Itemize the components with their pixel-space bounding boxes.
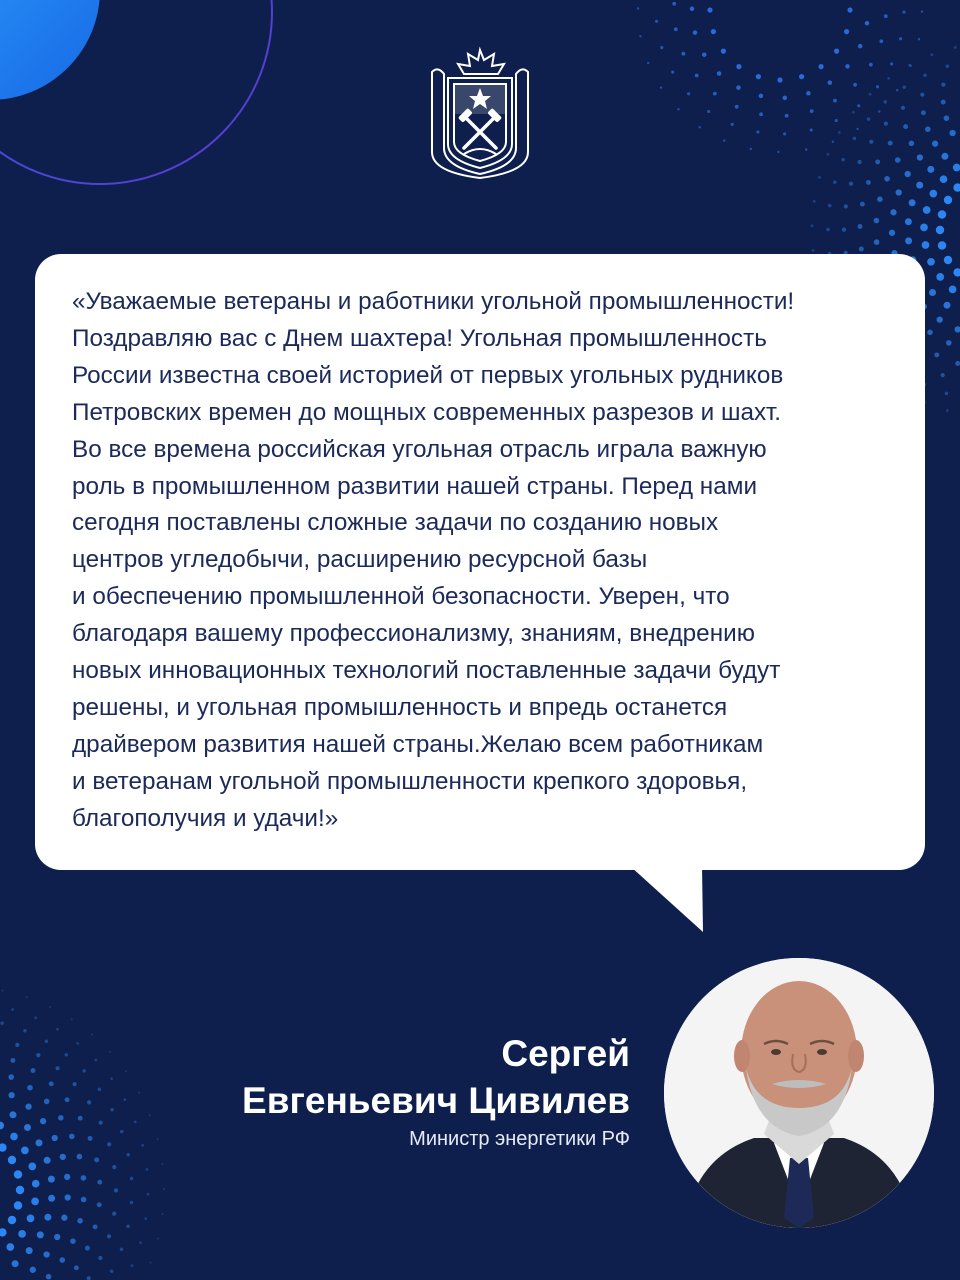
decorative-dot	[937, 316, 943, 322]
decorative-dot	[10, 1058, 15, 1063]
decorative-dot	[853, 137, 857, 141]
decorative-dot	[8, 1074, 14, 1080]
decorative-dot	[130, 1201, 134, 1205]
decorative-dot	[8, 1092, 14, 1098]
decorative-dot	[932, 141, 938, 147]
decorative-dot	[902, 11, 905, 14]
decorative-dot	[783, 96, 788, 101]
decorative-dot	[923, 206, 931, 214]
decorative-dot	[955, 361, 960, 366]
decorative-dot	[12, 1260, 19, 1267]
decorative-dot	[953, 183, 960, 191]
decorative-dot	[130, 1177, 134, 1181]
decorative-dot	[157, 1238, 159, 1240]
decorative-dot	[660, 86, 662, 88]
decorative-dot	[14, 1170, 22, 1178]
decorative-dot	[810, 109, 814, 113]
decorative-dot	[36, 1139, 43, 1146]
decorative-dot	[876, 85, 879, 88]
decorative-dot	[927, 166, 934, 173]
decorative-dot	[813, 200, 816, 203]
decorative-dot	[834, 49, 839, 54]
decorative-dot	[707, 110, 710, 113]
decorative-dot	[77, 1218, 83, 1224]
decorative-dot	[922, 241, 930, 249]
decorative-dot	[6, 1243, 14, 1251]
decorative-dot	[0, 1021, 4, 1024]
decorative-dot	[826, 228, 830, 232]
decorative-dot	[157, 1138, 159, 1140]
decorative-dot	[87, 1276, 91, 1280]
decorative-dot	[845, 64, 850, 69]
decorative-dot	[759, 94, 764, 99]
decorative-dot	[49, 1081, 54, 1086]
decorative-dot	[955, 326, 960, 332]
decorative-dot	[107, 1234, 111, 1238]
decorative-dot	[31, 1198, 39, 1206]
decorative-dot	[858, 44, 863, 49]
decorative-dot	[946, 409, 949, 412]
decorative-dot	[884, 122, 888, 126]
decorative-dot	[8, 1216, 16, 1224]
decorative-dot	[112, 1165, 116, 1169]
decorative-dot	[849, 182, 853, 186]
decorative-dot	[24, 1124, 31, 1131]
decorative-dot	[874, 218, 880, 224]
decorative-dot	[44, 1099, 50, 1105]
decorative-dot	[756, 74, 761, 79]
decorative-dot	[923, 73, 927, 77]
decorative-dot	[46, 1274, 52, 1280]
decorative-dot	[785, 114, 789, 118]
decorative-dot	[842, 228, 846, 232]
decorative-dot	[858, 224, 863, 229]
dot-pattern-top	[637, 2, 923, 153]
decorative-dot	[10, 1111, 17, 1118]
decorative-dot	[26, 996, 28, 998]
portrait-photo	[664, 958, 934, 1228]
decorative-dot	[925, 126, 931, 132]
decorative-dot	[161, 1163, 163, 1165]
decorative-dot	[949, 286, 957, 294]
decorative-dot	[48, 1195, 55, 1202]
decorative-dot	[682, 52, 686, 56]
decorative-dot	[828, 80, 833, 85]
decorative-dot	[954, 46, 957, 49]
decorative-dot	[859, 247, 864, 252]
decorative-dot	[93, 1224, 98, 1229]
decorative-dot	[833, 180, 837, 184]
speaker-name: Сергей Евгеньевич Цивилев	[242, 1033, 630, 1121]
decorative-dot	[946, 65, 950, 69]
decorative-dot	[687, 92, 690, 95]
decorative-dot	[805, 148, 807, 150]
decorative-dot	[835, 119, 838, 122]
decorative-dot	[107, 1142, 111, 1146]
decorative-dot	[32, 1180, 40, 1188]
decorative-dot	[944, 196, 952, 204]
decorative-dot	[941, 100, 946, 105]
decorative-dot	[8, 1156, 16, 1164]
decorative-dot	[931, 53, 934, 56]
decorative-dot	[929, 190, 937, 198]
decorative-dot	[921, 10, 923, 12]
decorative-dot	[91, 1033, 93, 1035]
decorative-dot	[672, 2, 676, 6]
decorative-dot	[56, 1028, 59, 1031]
decorative-dot	[14, 1201, 22, 1209]
kuzbass-coat-of-arms-icon	[424, 44, 536, 180]
dot-pattern-left	[0, 989, 165, 1280]
decorative-dot	[693, 30, 698, 35]
decorative-dot	[138, 1092, 140, 1094]
decorative-dot	[896, 189, 902, 195]
decorative-dot	[879, 39, 883, 43]
decorative-dot	[131, 1264, 134, 1267]
decorative-dot	[903, 124, 908, 129]
decorative-dot	[76, 1042, 79, 1045]
decorative-dot	[783, 132, 786, 135]
decorative-dot	[60, 1154, 66, 1160]
decorative-dot	[150, 1262, 152, 1264]
decorative-dot	[2, 989, 4, 991]
decorative-dot	[828, 204, 832, 208]
decorative-dot	[877, 196, 883, 202]
decorative-dot	[146, 1168, 149, 1171]
decorative-dot	[81, 1197, 87, 1203]
decorative-dot	[707, 7, 712, 12]
decorative-dot	[74, 1265, 79, 1270]
decorative-dot	[856, 128, 858, 130]
decorative-dot	[920, 224, 928, 232]
decorative-dot	[65, 1053, 69, 1057]
decorative-dot	[884, 100, 888, 104]
decorative-dot	[110, 1269, 114, 1273]
decorative-dot	[699, 126, 701, 128]
decorative-dot	[61, 1215, 67, 1221]
decorative-dot	[125, 1070, 127, 1072]
decorative-dot	[918, 38, 920, 40]
decorative-dot	[65, 1194, 71, 1200]
decorative-dot	[736, 85, 741, 90]
decorative-dot	[890, 62, 893, 65]
decorative-dot	[936, 273, 944, 281]
decorative-dot	[921, 110, 926, 115]
decorative-dot	[869, 93, 872, 96]
decorative-dot	[18, 1230, 26, 1238]
decorative-dot	[713, 92, 717, 96]
decorative-dot	[44, 1214, 51, 1221]
decorative-dot	[938, 210, 946, 218]
decorative-dot	[827, 153, 830, 156]
decorative-dot	[944, 302, 951, 309]
decorative-dot	[25, 1103, 31, 1109]
decorative-dot	[941, 83, 945, 87]
decorative-dot	[163, 1188, 165, 1190]
decorative-dot	[10, 1133, 18, 1141]
decorative-dot	[43, 1251, 49, 1257]
decorative-dot	[853, 83, 857, 87]
decorative-dot	[37, 1231, 44, 1238]
decorative-dot	[16, 1186, 24, 1194]
decorative-dot	[655, 20, 658, 23]
decorative-dot	[806, 91, 811, 96]
decorative-dot	[946, 340, 952, 346]
decorative-dot	[844, 29, 849, 34]
decorative-dot	[901, 106, 905, 110]
decorative-dot	[750, 148, 752, 150]
decorative-dot	[40, 1118, 46, 1124]
decorative-dot	[28, 1163, 36, 1171]
decorative-dot	[60, 1257, 66, 1263]
decorative-dot	[27, 1215, 35, 1223]
decorative-dot	[869, 140, 873, 144]
decorative-dot	[120, 1248, 124, 1252]
decorative-dot	[888, 141, 893, 146]
decorative-dot	[674, 27, 678, 31]
speaker-position: Министр энергетики РФ	[409, 1128, 630, 1150]
decorative-dot	[875, 159, 880, 164]
decorative-dot	[87, 1100, 91, 1104]
decorative-dot	[671, 71, 674, 74]
decorative-dot	[811, 225, 814, 228]
decorative-dot	[114, 1188, 118, 1192]
decorative-dot	[721, 49, 726, 54]
decorative-dot	[134, 1121, 137, 1124]
decorative-dot	[833, 99, 837, 103]
decorative-dot	[890, 209, 896, 215]
decorative-dot	[0, 1122, 4, 1130]
decorative-dot	[34, 1017, 37, 1020]
decorative-dot	[927, 258, 935, 266]
corner-blue-circle	[0, 0, 100, 100]
decorative-dot	[94, 1157, 99, 1162]
decorative-dot	[141, 1144, 144, 1147]
decorative-dot	[838, 131, 841, 134]
decorative-dot	[31, 1068, 36, 1073]
decorative-dot	[949, 130, 955, 136]
decorative-dot	[852, 111, 855, 114]
decorative-dot	[909, 65, 911, 67]
decorative-dot	[21, 1147, 29, 1155]
decorative-dot	[110, 1108, 114, 1112]
decorative-dot	[11, 1008, 14, 1011]
decorative-dot	[647, 62, 649, 64]
decorative-dot	[94, 1059, 97, 1062]
decorative-dot	[832, 141, 834, 143]
decorative-dot	[26, 1247, 33, 1254]
decorative-dot	[65, 1097, 70, 1102]
decorative-dot	[78, 1116, 83, 1121]
decorative-dot	[637, 7, 639, 9]
decorative-dot	[819, 64, 824, 69]
decorative-dot	[756, 130, 759, 133]
decorative-dot	[857, 104, 860, 107]
decorative-dot	[895, 157, 901, 163]
decorative-dot	[818, 176, 821, 179]
decorative-dot	[97, 1202, 102, 1207]
decorative-dot	[49, 1006, 51, 1008]
decorative-dot	[64, 1174, 70, 1180]
decorative-dot	[112, 1212, 116, 1216]
decorative-dot	[82, 1069, 86, 1073]
decorative-dot	[909, 199, 916, 206]
decorative-dot	[639, 35, 641, 37]
decorative-dot	[944, 115, 950, 121]
decorative-dot	[660, 46, 663, 49]
decorative-dot	[48, 1176, 55, 1183]
decorative-dot	[144, 1217, 147, 1220]
decorative-dot	[899, 37, 902, 40]
decorative-dot	[867, 117, 871, 121]
decorative-dot	[905, 218, 912, 225]
decorative-dot	[941, 153, 948, 160]
decorative-dot	[717, 71, 722, 76]
decorative-dot	[929, 289, 936, 296]
decorative-dot	[162, 1213, 164, 1215]
decorative-dot	[777, 151, 779, 153]
decorative-dot	[110, 1077, 113, 1080]
decorative-dot	[81, 1175, 87, 1181]
decorative-dot	[127, 1153, 131, 1157]
decorative-dot	[695, 74, 699, 78]
decorative-dot	[896, 89, 898, 91]
decorative-dot	[44, 1157, 51, 1164]
decorative-dot	[99, 1121, 103, 1125]
decorative-dot	[916, 182, 923, 189]
decorative-dot	[887, 77, 890, 80]
decorative-dot	[902, 85, 906, 89]
decorative-dot	[56, 1066, 60, 1070]
decorative-dot	[690, 7, 695, 12]
decorative-dot	[869, 63, 873, 67]
decorative-dot	[905, 171, 911, 177]
decorative-dot	[36, 1053, 40, 1057]
decorative-dot	[723, 139, 725, 141]
decorative-dot	[810, 128, 813, 131]
decorative-dot	[139, 1241, 142, 1244]
decorative-dot	[920, 93, 924, 97]
decorative-dot	[126, 1224, 130, 1228]
decorative-dot	[847, 7, 852, 12]
decorative-dot	[759, 112, 763, 116]
decorative-dot	[70, 1238, 76, 1244]
decorative-dot	[878, 110, 880, 112]
decorative-dot	[917, 154, 923, 160]
decorative-dot	[736, 64, 741, 69]
decorative-dot	[944, 256, 952, 264]
decorative-dot	[88, 1136, 93, 1141]
decorative-dot	[936, 226, 944, 234]
decorative-dot	[69, 1134, 75, 1140]
decorative-dot	[735, 105, 739, 109]
decorative-dot	[123, 1098, 126, 1101]
decorative-dot	[677, 108, 679, 110]
decorative-dot	[0, 1143, 7, 1151]
decorative-dot	[934, 352, 939, 357]
decorative-dot	[884, 176, 890, 182]
decorative-dot	[77, 1154, 83, 1160]
decorative-dot	[865, 21, 870, 26]
decorative-dot	[812, 249, 815, 252]
decorative-dot	[905, 237, 912, 244]
decorative-dot	[844, 204, 848, 208]
decorative-dot	[98, 1256, 102, 1260]
decorative-dot	[109, 1051, 111, 1053]
decorative-dot	[73, 1082, 77, 1086]
decorative-dot	[940, 175, 948, 183]
decorative-dot	[941, 373, 945, 377]
decorative-dot	[120, 1130, 124, 1134]
decorative-dot	[953, 164, 960, 172]
decorative-dot	[58, 1115, 64, 1121]
decorative-dot	[889, 230, 895, 236]
decorative-dot	[953, 268, 960, 276]
decorative-dot	[874, 239, 880, 245]
decorative-dot	[945, 392, 949, 396]
decorative-dot	[30, 1267, 36, 1273]
decorative-dot	[799, 74, 804, 79]
decorative-dot	[866, 180, 871, 185]
decorative-dot	[85, 1246, 90, 1251]
decorative-dot	[52, 1135, 58, 1141]
decorative-dot	[702, 52, 707, 57]
decorative-dot	[54, 1234, 60, 1240]
decorative-dot	[27, 1085, 33, 1091]
decorative-dot	[15, 1043, 19, 1047]
decorative-dot	[45, 1040, 49, 1044]
decorative-dot	[884, 14, 888, 18]
decorative-dot	[909, 141, 915, 147]
decorative-dot	[97, 1180, 102, 1185]
decorative-dot	[149, 1114, 151, 1116]
decorative-dot	[23, 1029, 27, 1033]
decorative-dot	[71, 1018, 73, 1020]
decorative-dot	[938, 241, 946, 249]
decorative-dot	[731, 123, 734, 126]
decorative-dot	[0, 1228, 7, 1236]
decorative-dot	[860, 202, 865, 207]
minister-quote: «Уважаемые ветераны и работники угольной промышленности! Поздравляю вас с Днем шахтера! Угольная промышленность России известна своей историей от первых угольных рудников Петровских времен до мощных современных разрезов и шахт. Во все времена российская угольная отрасль играла важную роль в промышленном развитии нашей страны. Перед нами сегодня поставлены сложные задачи по созданию новых центров угледобычи, расширению ресурсной базы и обеспечению промышленной безопасности. Уверен, что благодаря вашему профессионализму, знаниям, внедрению новых инновационных технологий поставленные задачи будут решены, и угольная промышленность и впредь останется драйвером развития нашей страны.Желаю всем работникам и ветеранам угольной промышленности крепкого здоровья, благополучия и удачи!»	[72, 288, 795, 832]
decorative-dot	[777, 77, 782, 82]
decorative-dot	[147, 1193, 150, 1196]
decorative-dot	[858, 160, 862, 164]
quote-bubble-tail	[630, 866, 710, 936]
decorative-dot	[711, 29, 716, 34]
decorative-dot	[98, 1088, 102, 1092]
decorative-dot	[927, 330, 933, 336]
decorative-dot	[841, 158, 845, 162]
